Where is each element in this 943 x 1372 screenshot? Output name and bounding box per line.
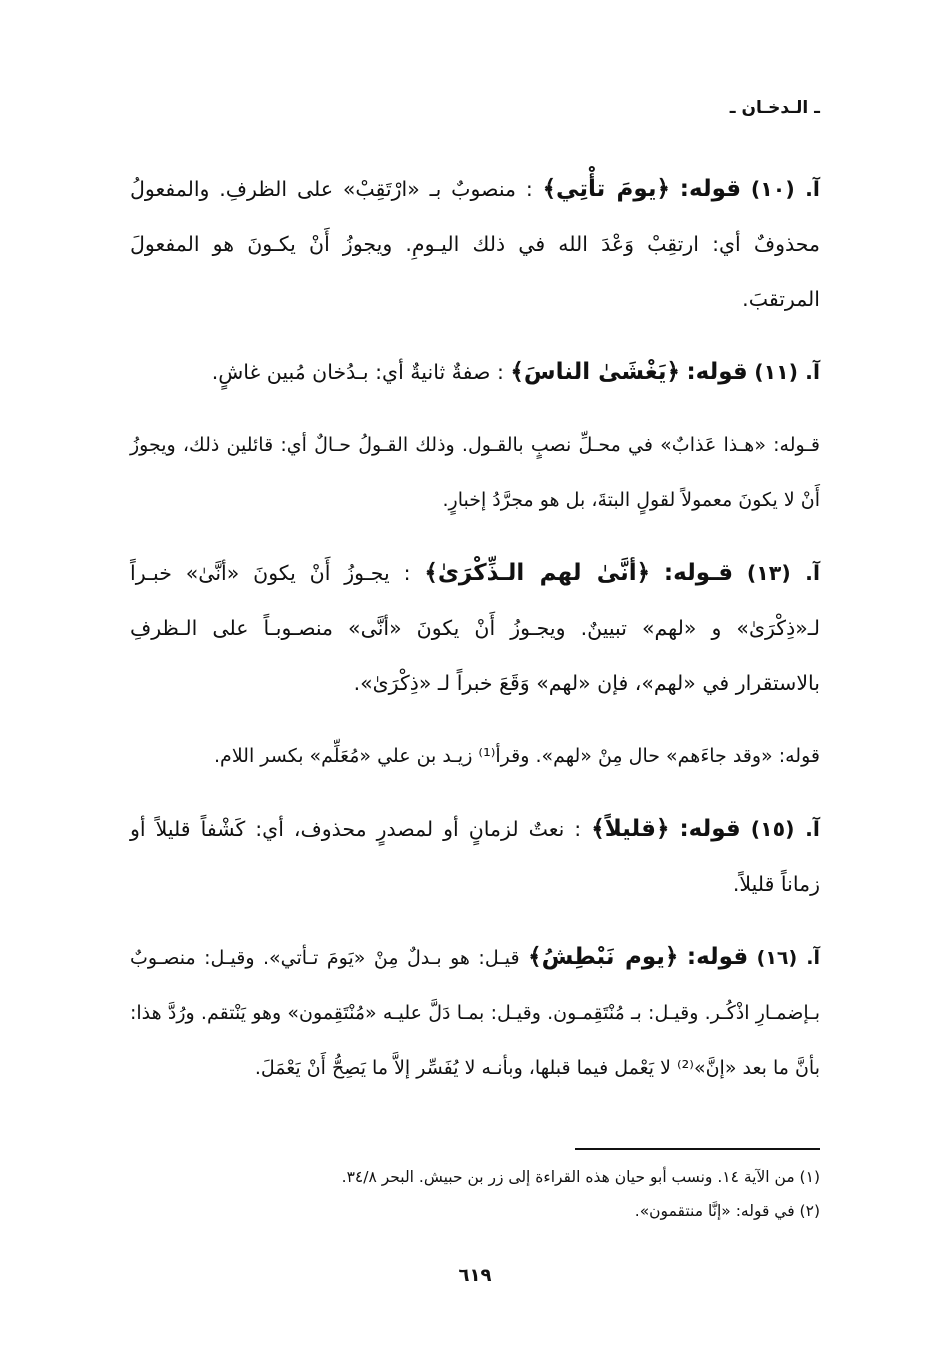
paragraph-verse-13 [130, 546, 820, 711]
page-number: ٦١٩ [458, 1265, 492, 1286]
paragraph-verse-11 [130, 345, 820, 400]
paragraph-text: قوله: «وقد جاءَهم» حال مِنْ «لهم». وقرأ⁽¹⁾ زيـد بن علي «مُعَلِّم» بكسر اللام. [214, 745, 820, 767]
paragraph-text: : صفةٌ ثانيةٌ أي: بـدُخان مُبين غاشٍ. [211, 360, 504, 384]
paragraph-verse-10 [130, 162, 820, 327]
verse-ref: آ. (١١) [754, 360, 820, 384]
verse-ref: آ. (١٠) [750, 177, 820, 201]
paragraph-verse-15 [130, 802, 820, 912]
quran-quote: ﴿أنَّىٰ لهم الـذِّكْرَىٰ﴾ [424, 560, 651, 586]
keyword: قوله: [679, 816, 741, 842]
paragraph-text: قيـل: هو بـدلٌ مِنْ «يَومَ تـأتي». وقيـل: منصـوبٌ بـإضمـارِ اذْكُـر. وقيـل: بـ مُنْتَقِمـون. وقيـل: بمـا دَلَّ عليـه «مُنْتَقِمون» وهو يَنْتقم. ورُدَّ هذا: بأنَّ ما بعد «إنَّ»⁽²⁾ لا يَعْمل فيما قبلها، وبأنـه لا يُفَسِّر إلاَّ ما يَصِحُّ أَنْ يَعْمَلَ. [130, 947, 820, 1079]
verse-ref: آ. (١٥) [750, 817, 820, 841]
footnotes [130, 1160, 820, 1228]
running-head: ـ الـدخـان ـ [729, 98, 820, 118]
paragraph-text: قـوله: «هـذا عَذابٌ» في محـلِّ نصبٍ بالقـول. وذلك القـولُ حـالٌ أي: قائلين ذلك، ويجوزُ أَنْ لا يكونَ معمولاً لقولٍ البتةَ، بل هو مجرَّدُ إخبارٍ. [130, 434, 820, 511]
paragraph-wa-qad-jaahum [130, 729, 820, 784]
document-page [130, 0, 820, 1372]
quran-quote: ﴿يومَ تأْتِي﴾ [542, 176, 670, 202]
quran-quote: ﴿يوم نَبْطِشُ﴾ [528, 944, 679, 970]
footnote-1: (١) من الآية ١٤. ونسب أبو حيان هذه القراءة إلى زر بن حبيش. البحر ٣٤/٨. [341, 1168, 820, 1186]
paragraph-text: : منصوبٌ بـ «ارْتَقِبْ» على الظرفِ. والمفعولُ محذوفٌ أي: ارتقِبْ وَعْدَ الله في ذلك اليـومِ. ويجوزُ أَنْ يكـونَ هو المفعولَ المرتقبَ. [130, 177, 820, 311]
keyword: قوله: [679, 176, 742, 202]
verse-ref: آ. (١٦) [756, 947, 821, 969]
quran-quote: ﴿قليلاً﴾ [591, 816, 670, 842]
keyword: قوله: [686, 944, 749, 970]
keyword: قـوله: [663, 560, 734, 586]
footnote-divider [575, 1148, 820, 1150]
paragraph-text: : يجـوزُ أَنْ يكونَ «أنَّىٰ» خبـراً لـ«ذِكْرَىٰ» و «لهم» تبيينٌ. ويجـوزُ أَنْ يكونَ «أنَّى» منصـوبـاً على الـظرفِ بالاستقرار في «لهم»، فإن «لهم» وَقَعَ خبراً لـ «ذِكْرَىٰ». [130, 561, 820, 695]
paragraph-hadha-adhab [130, 418, 820, 528]
quran-quote: ﴿يَغْشَىٰ الناسَ﴾ [510, 359, 680, 385]
body-text [130, 162, 820, 1114]
paragraph-verse-16 [130, 930, 820, 1096]
keyword: قوله: [686, 359, 748, 385]
verse-ref: آ. (١٣) [746, 561, 820, 585]
footnote-2: (٢) في قوله: «إنَّا منتقمون». [634, 1202, 820, 1220]
paragraph-text: : نعتٌ لزمانٍ أو لمصدرٍ محذوف، أي: كَشْفاً قليلاً أو زماناً قليلاً. [130, 817, 820, 896]
